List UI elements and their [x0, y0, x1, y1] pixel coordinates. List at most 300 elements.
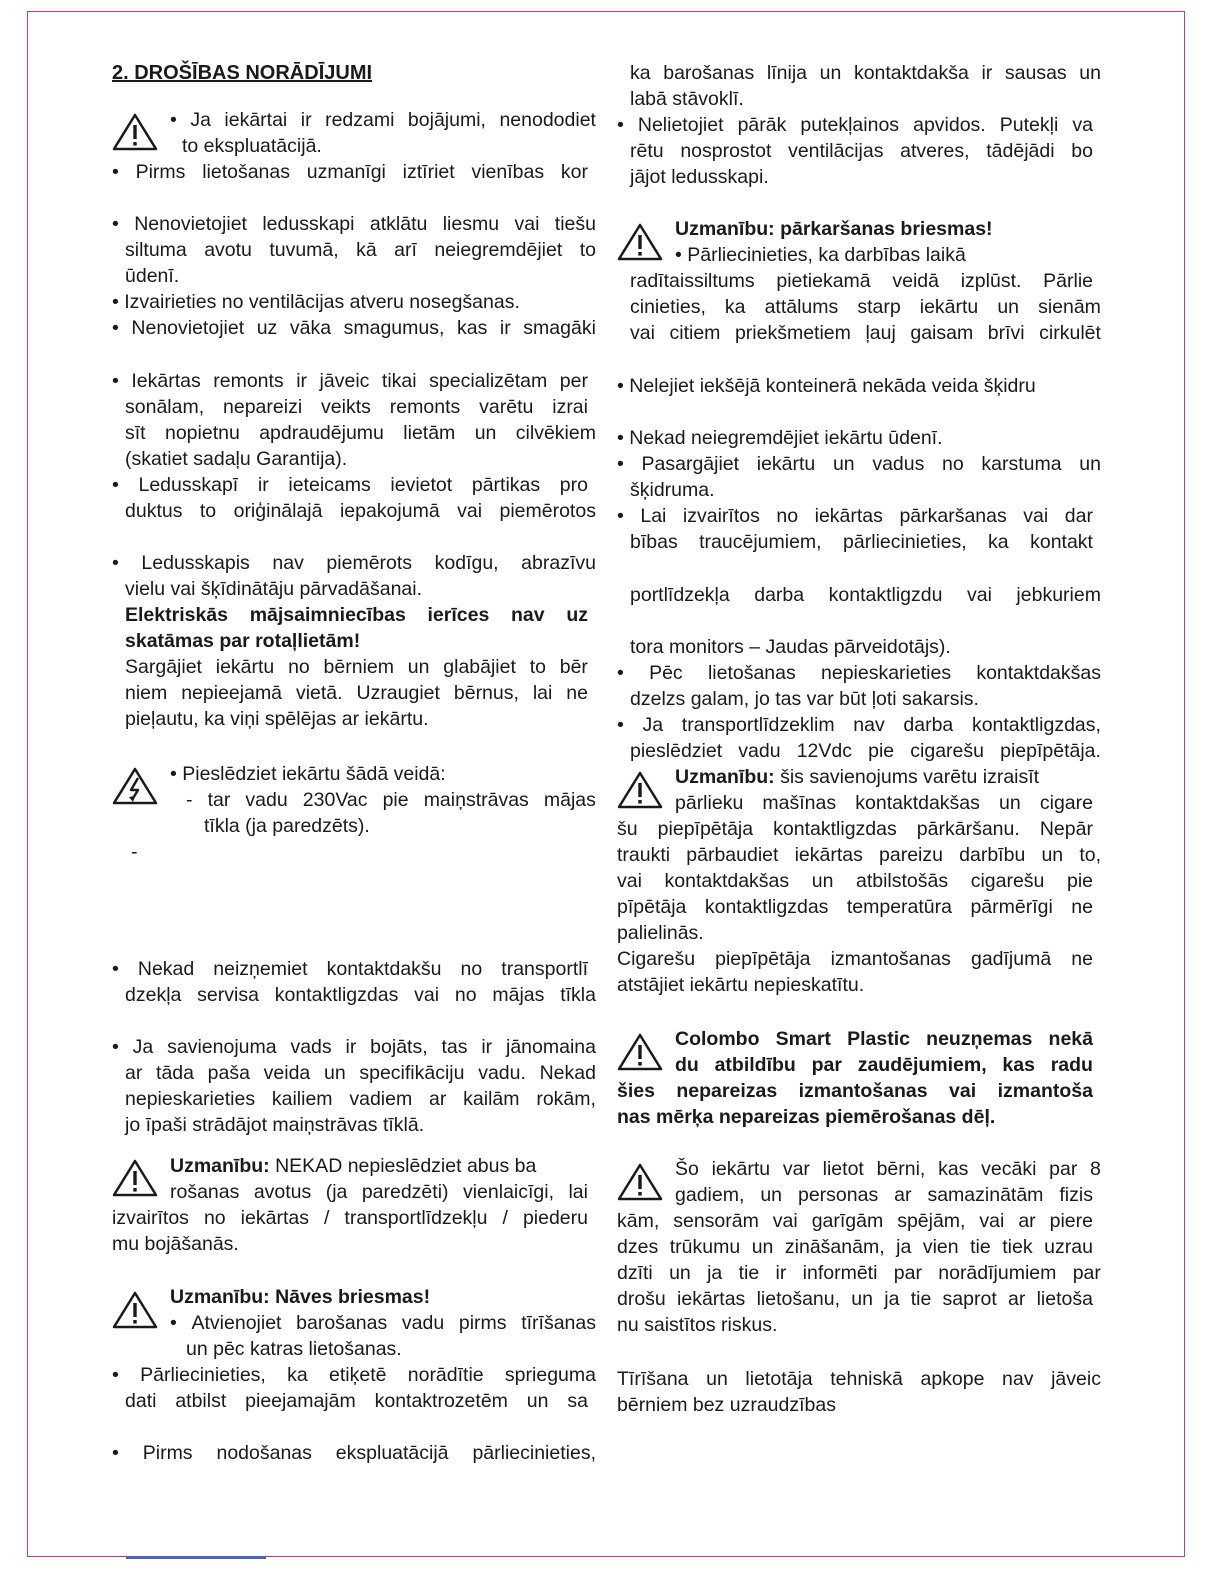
word: Nekad [137, 958, 195, 980]
word: vads [290, 1036, 332, 1058]
electric-hazard-icon [112, 766, 158, 806]
word: smagāki [523, 317, 596, 339]
text-line [125, 1060, 596, 1086]
word: lietām [403, 422, 456, 444]
word: piepīpētāja. [1000, 740, 1101, 762]
text-line [617, 660, 1101, 686]
word: nodošanas [216, 1442, 312, 1464]
word: ne [1071, 896, 1093, 918]
word: cirkulēt [1039, 322, 1101, 344]
word: • [112, 474, 119, 496]
word: abrazīvu [521, 552, 596, 574]
word: tuvumā, [269, 239, 339, 261]
word: Pasargājiet [641, 453, 740, 475]
word: kontaktligzdas [704, 896, 829, 918]
word: ekspluatācijā [335, 1442, 449, 1464]
word: vadus [872, 453, 925, 475]
word: avotu [204, 239, 252, 261]
word: šu [617, 818, 638, 840]
word: remonts [389, 396, 461, 418]
word: iztīriet [402, 161, 455, 183]
word: vāka [289, 317, 332, 339]
word: ja [884, 1288, 900, 1310]
word: brīvi [987, 322, 1025, 344]
word: iekārtu [919, 296, 979, 318]
word: norādītie [407, 1364, 484, 1386]
word: ar [1008, 1288, 1026, 1310]
word: Ledusskapis [141, 552, 250, 574]
word: lietošanas [707, 662, 796, 684]
word: ierīces [427, 604, 490, 626]
word: piederu [522, 1207, 588, 1229]
word: apkope [920, 1368, 985, 1390]
word: ar [125, 1062, 143, 1084]
word: tīkla [560, 984, 596, 1006]
word: vai [979, 1210, 1005, 1232]
word: • [617, 505, 624, 527]
word: lietotāja [745, 1368, 813, 1390]
word: kas [938, 1158, 969, 1180]
word: un [407, 656, 430, 678]
text-line: jo īpaši strādājot maiņstrāvas tīklā. [125, 1114, 425, 1136]
word: vadiem [349, 1088, 413, 1110]
warning-triangle-icon [617, 1162, 663, 1202]
word: atbilst [175, 1390, 227, 1412]
word: lai [568, 1181, 588, 1203]
word: izmantoša [997, 1080, 1093, 1102]
text-line [617, 1208, 1093, 1234]
text-line: dzelzs galam, jo tas var būt ļoti sakarsis. [630, 688, 979, 710]
word: pārmērīgi [970, 896, 1053, 918]
word: to, [1079, 844, 1101, 866]
word: neiegremdējiet [434, 239, 563, 261]
warning-triangle-icon [112, 1290, 158, 1330]
word: nepieejamā [181, 682, 283, 704]
text-line [617, 894, 1093, 920]
word: un [526, 1390, 549, 1412]
word: kor [560, 161, 588, 183]
word: jāveic [1051, 1368, 1101, 1390]
word: to [579, 239, 596, 261]
word: paša [207, 1062, 250, 1084]
word: tar [207, 789, 231, 811]
word: bības [630, 531, 678, 553]
word: vadu [245, 789, 288, 811]
word: Atvienojiet [191, 1312, 282, 1334]
word: du [675, 1054, 699, 1076]
word: pārtikas [471, 474, 541, 496]
text-line [630, 268, 1093, 294]
word: izmantošanas [830, 948, 951, 970]
word: no [288, 656, 310, 678]
word: no [776, 505, 799, 527]
word: zināšanām, [784, 1236, 885, 1258]
word: maiņstrāvas [423, 789, 529, 811]
word: ka [287, 1364, 308, 1386]
text-line: to ekspluatācijā. [182, 135, 322, 157]
word: nepieskarieties [821, 662, 952, 684]
word: darba [903, 714, 954, 736]
word: var [782, 1158, 810, 1180]
word: no [454, 984, 477, 1006]
word: tiek [1002, 1236, 1033, 1258]
word: pie [868, 740, 895, 762]
word: mājas [492, 984, 545, 1006]
text-line: labā stāvoklī. [630, 88, 744, 110]
word: ventilācijas [788, 140, 884, 162]
word: ka [630, 62, 651, 84]
word: fizis [1059, 1184, 1093, 1206]
word: dzīti [617, 1262, 653, 1284]
word: • [170, 109, 177, 131]
word: uz [566, 604, 588, 626]
word: un [1041, 844, 1064, 866]
word: sonālam, [125, 396, 205, 418]
word: apdraudējumu [259, 422, 384, 444]
warning-triangle-icon [112, 1158, 158, 1198]
word: vadu [401, 1312, 445, 1334]
word: niem [125, 682, 168, 704]
word: bērniem [323, 656, 394, 678]
word: kontakt [1030, 531, 1093, 553]
text-line [112, 1440, 596, 1466]
word: un [997, 296, 1020, 318]
word: cigarešu [970, 870, 1045, 892]
text-line [170, 107, 596, 133]
text-line [125, 680, 588, 706]
word: barošanas [663, 62, 755, 84]
caution-text: šis savienojums varētu izraisīt [774, 766, 1040, 788]
word: avotus [253, 1181, 312, 1203]
word: kontaktligzdas [773, 818, 897, 840]
text-line [112, 550, 596, 576]
text-line [675, 790, 1093, 816]
word: lietoša [1036, 1288, 1093, 1310]
word: • [617, 662, 624, 684]
word: tehniskā [830, 1368, 903, 1390]
text-line [617, 946, 1093, 972]
footer-accent-line [126, 1556, 266, 1559]
bold-warning-line [125, 602, 588, 628]
word: attālums [764, 296, 839, 318]
word: vienlaicīgi, [462, 1181, 555, 1203]
word: 8 [1090, 1158, 1101, 1180]
text-line: ūdenī. [125, 265, 180, 287]
word: tīrīšanas [521, 1312, 596, 1334]
word: iekārtas [814, 505, 883, 527]
text-line: • Izvairieties no ventilācijas atveru nosegšanas. [112, 291, 520, 313]
word: dzekļa [125, 984, 182, 1006]
word: darbību [959, 844, 1026, 866]
word: jānomaina [506, 1036, 596, 1058]
word: un [669, 1262, 691, 1284]
text-line [112, 211, 596, 237]
word: kailiem [271, 1088, 333, 1110]
text-line: vielu vai šķīdinātāju pārvadāšanai. [125, 578, 423, 600]
word: pro [559, 474, 588, 496]
word: Putekļi [999, 114, 1059, 136]
word: piepīpētāja [657, 818, 754, 840]
word: Pārlie [1043, 270, 1093, 292]
word: bojāts, [370, 1036, 428, 1058]
word: temperatūra [846, 896, 952, 918]
word: vai [772, 1210, 798, 1232]
word: bērni, [876, 1158, 926, 1180]
word: rētu [630, 140, 664, 162]
word: no [203, 1207, 226, 1229]
text-line: (skatiet sadaļu Garantija). [125, 448, 348, 470]
text-line [617, 1366, 1101, 1392]
word: veida [263, 1062, 311, 1084]
word: Šo [675, 1158, 699, 1180]
word: nopietnu [164, 422, 240, 444]
word: nav [511, 604, 545, 626]
disclaimer-line: nas mērķa nepareizas piemērošanas dēļ. [617, 1106, 996, 1128]
caution-text: NEKAD nepieslēdziet abus ba [269, 1155, 537, 1177]
word: vecāki [981, 1158, 1037, 1180]
text-line [617, 1286, 1093, 1312]
word: rokām, [536, 1088, 596, 1110]
word: vai [966, 584, 992, 606]
word: Pirms [142, 1442, 193, 1464]
word: nav [272, 552, 304, 574]
text-line: • Nelejiet iekšējā konteinerā nekāda veida šķidru [617, 375, 1036, 397]
text-line [617, 1234, 1093, 1260]
word: savienojuma [167, 1036, 277, 1058]
word: cilvēkiem [515, 422, 596, 444]
word: cinieties, [630, 296, 706, 318]
word: piere [1049, 1210, 1093, 1232]
word: uz [256, 317, 278, 339]
word: informēti [802, 1262, 878, 1284]
word: pīpētāja [617, 896, 687, 918]
word: nepareizas [676, 1080, 778, 1102]
word: ja [896, 1236, 912, 1258]
word: vietā. [295, 682, 343, 704]
text-line [630, 738, 1101, 764]
word: traukti [617, 844, 671, 866]
word: pārāk [737, 114, 787, 136]
word: lietošanu, [756, 1288, 841, 1310]
word: - [186, 789, 193, 811]
word: ļauj [865, 322, 896, 344]
word: • [617, 453, 624, 475]
word: • [112, 213, 119, 235]
word: pareizu [879, 844, 943, 866]
text-line [125, 237, 596, 263]
warning-triangle-icon [617, 222, 663, 262]
word: ir [499, 317, 511, 339]
word: Plastic [847, 1028, 910, 1050]
text-line [170, 1310, 596, 1336]
word: nekā [1048, 1028, 1093, 1050]
word: kontaktrozetēm [374, 1390, 508, 1412]
text-line [186, 787, 596, 813]
word: nepareizi [223, 396, 303, 418]
word: izvairītos [112, 1207, 189, 1229]
text-line: pieļautu, ka viņi spēlējas ar iekārtu. [125, 708, 429, 730]
word: kas [1002, 1054, 1035, 1076]
word: par [811, 1054, 842, 1076]
word: remonts [213, 370, 284, 392]
word: tiešu [554, 213, 596, 235]
word: radu [1050, 1054, 1093, 1076]
bold-warning-line: skatāmas par rotaļlietām! [125, 630, 361, 652]
text-line [125, 982, 596, 1008]
word: kā [356, 239, 377, 261]
overheat-heading: Uzmanību: pārkaršanas briesmas! [675, 218, 993, 240]
word: • [112, 958, 119, 980]
text-line [125, 1086, 596, 1112]
word: vai [630, 322, 655, 344]
word: pietiekamā [776, 270, 871, 292]
word: tie [910, 1288, 932, 1310]
word: ir [981, 62, 993, 84]
word: smagumus, [343, 317, 445, 339]
warning-triangle-icon [112, 112, 158, 152]
word: Colombo [675, 1028, 760, 1050]
word: / [323, 1207, 330, 1229]
text-line [675, 1156, 1101, 1182]
word: jāveic [319, 370, 370, 392]
text-line [630, 529, 1093, 555]
text-line [112, 315, 596, 341]
word: • [170, 1312, 177, 1334]
word: sprieguma [504, 1364, 596, 1386]
word: 230Vac [302, 789, 368, 811]
text-line [630, 294, 1101, 320]
word: ieteicams [288, 474, 371, 496]
word: traucējumiem, [699, 531, 822, 553]
word: gadiem, [675, 1184, 745, 1206]
word: sausas [1004, 62, 1067, 84]
word: Ledusskapī [138, 474, 239, 496]
word: transportlī [501, 958, 588, 980]
word: putekļainos [800, 114, 900, 136]
word: priekšmetiem [734, 322, 851, 344]
text-line [617, 816, 1093, 842]
word: vai [414, 984, 440, 1006]
word: piemērots [326, 552, 413, 574]
word: Iekārtas [131, 370, 201, 392]
word: uzmanīgi [306, 161, 386, 183]
word: dar [1064, 505, 1093, 527]
word: ka [988, 531, 1009, 553]
word: atveres, [900, 140, 970, 162]
word: ne [1071, 948, 1093, 970]
word: vai [949, 1080, 977, 1102]
word: izvairītos [682, 505, 760, 527]
text-line [125, 394, 588, 420]
word: mašīnas [762, 792, 837, 814]
word: dati [125, 1390, 157, 1412]
text-line [112, 956, 588, 982]
word: lai [532, 682, 553, 704]
word: etiķetē [329, 1364, 387, 1386]
word: tāda [156, 1062, 194, 1084]
word: par [1049, 1158, 1078, 1180]
word: vadu [738, 740, 781, 762]
word: kontaktligzdas [274, 984, 399, 1006]
text-line [617, 503, 1093, 529]
text-line [630, 582, 1101, 608]
word: sienām [1038, 296, 1101, 318]
text-line [630, 138, 1093, 164]
word: Uzraugiet [356, 682, 440, 704]
word: radītaissiltums [630, 270, 755, 292]
word: drošu [617, 1288, 666, 1310]
text-line: • Pārliecinieties, ka darbības laikā [675, 244, 966, 266]
text-line [112, 1205, 588, 1231]
text-line [617, 112, 1093, 138]
word: darba [754, 584, 805, 606]
word: un [819, 62, 842, 84]
word: per [559, 370, 588, 392]
warning-triangle-icon [617, 1032, 663, 1072]
word: pārlieku [675, 792, 744, 814]
word: gaisam [910, 322, 974, 344]
text-line [617, 1260, 1101, 1286]
word: dzes [617, 1236, 659, 1258]
word: lietošanas [202, 161, 290, 183]
word: vienības [471, 161, 545, 183]
word: transportlīdzeklim [681, 714, 835, 736]
word: norādījumiem [938, 1262, 1057, 1284]
word: tie [970, 1236, 991, 1258]
word: nosprostot [680, 140, 772, 162]
text-line: tīkla (ja paredzēts). [204, 815, 370, 837]
caution-line [170, 1153, 536, 1179]
word: to [529, 656, 546, 678]
word: un [1079, 453, 1101, 475]
word: nepieskarieties [125, 1088, 256, 1110]
word: pārliecinieties, [843, 531, 967, 553]
word: specifikāciju [359, 1062, 465, 1084]
word: kontaktdakšas [664, 870, 790, 892]
disclaimer-line [617, 1078, 1093, 1104]
word: glabājiet [443, 656, 516, 678]
text-line [125, 498, 596, 524]
word: Ja [190, 109, 211, 131]
caution-line [675, 764, 1039, 790]
word: bo [1071, 140, 1093, 162]
word: sa [567, 1390, 588, 1412]
word: Pēc [649, 662, 683, 684]
text-line: • Nekad neiegremdējiet iekārtu ūdenī. [617, 427, 943, 449]
word: duktus [125, 500, 183, 522]
word: arī [394, 239, 417, 261]
text-line [617, 712, 1101, 738]
word: Nelietojiet [637, 114, 724, 136]
word: apvidos. [913, 114, 986, 136]
word: • [112, 161, 119, 183]
word: Nenovietojiet [131, 317, 245, 339]
word: pieslēdziet [630, 740, 723, 762]
word: lietot [822, 1158, 864, 1180]
word: ir [296, 370, 308, 392]
word: iekārtu [756, 453, 816, 475]
text-line: - [131, 841, 138, 863]
word: paredzēti) [361, 1181, 449, 1203]
word: rošanas [170, 1181, 240, 1203]
text-line [170, 1179, 588, 1205]
text-line [112, 368, 588, 394]
text-line: jājot ledusskapi. [630, 166, 769, 188]
word: piepīpētāja [715, 948, 811, 970]
word: Pārliecinieties, [140, 1364, 266, 1386]
word: izplūst. [960, 270, 1022, 292]
word: citiem [669, 322, 721, 344]
